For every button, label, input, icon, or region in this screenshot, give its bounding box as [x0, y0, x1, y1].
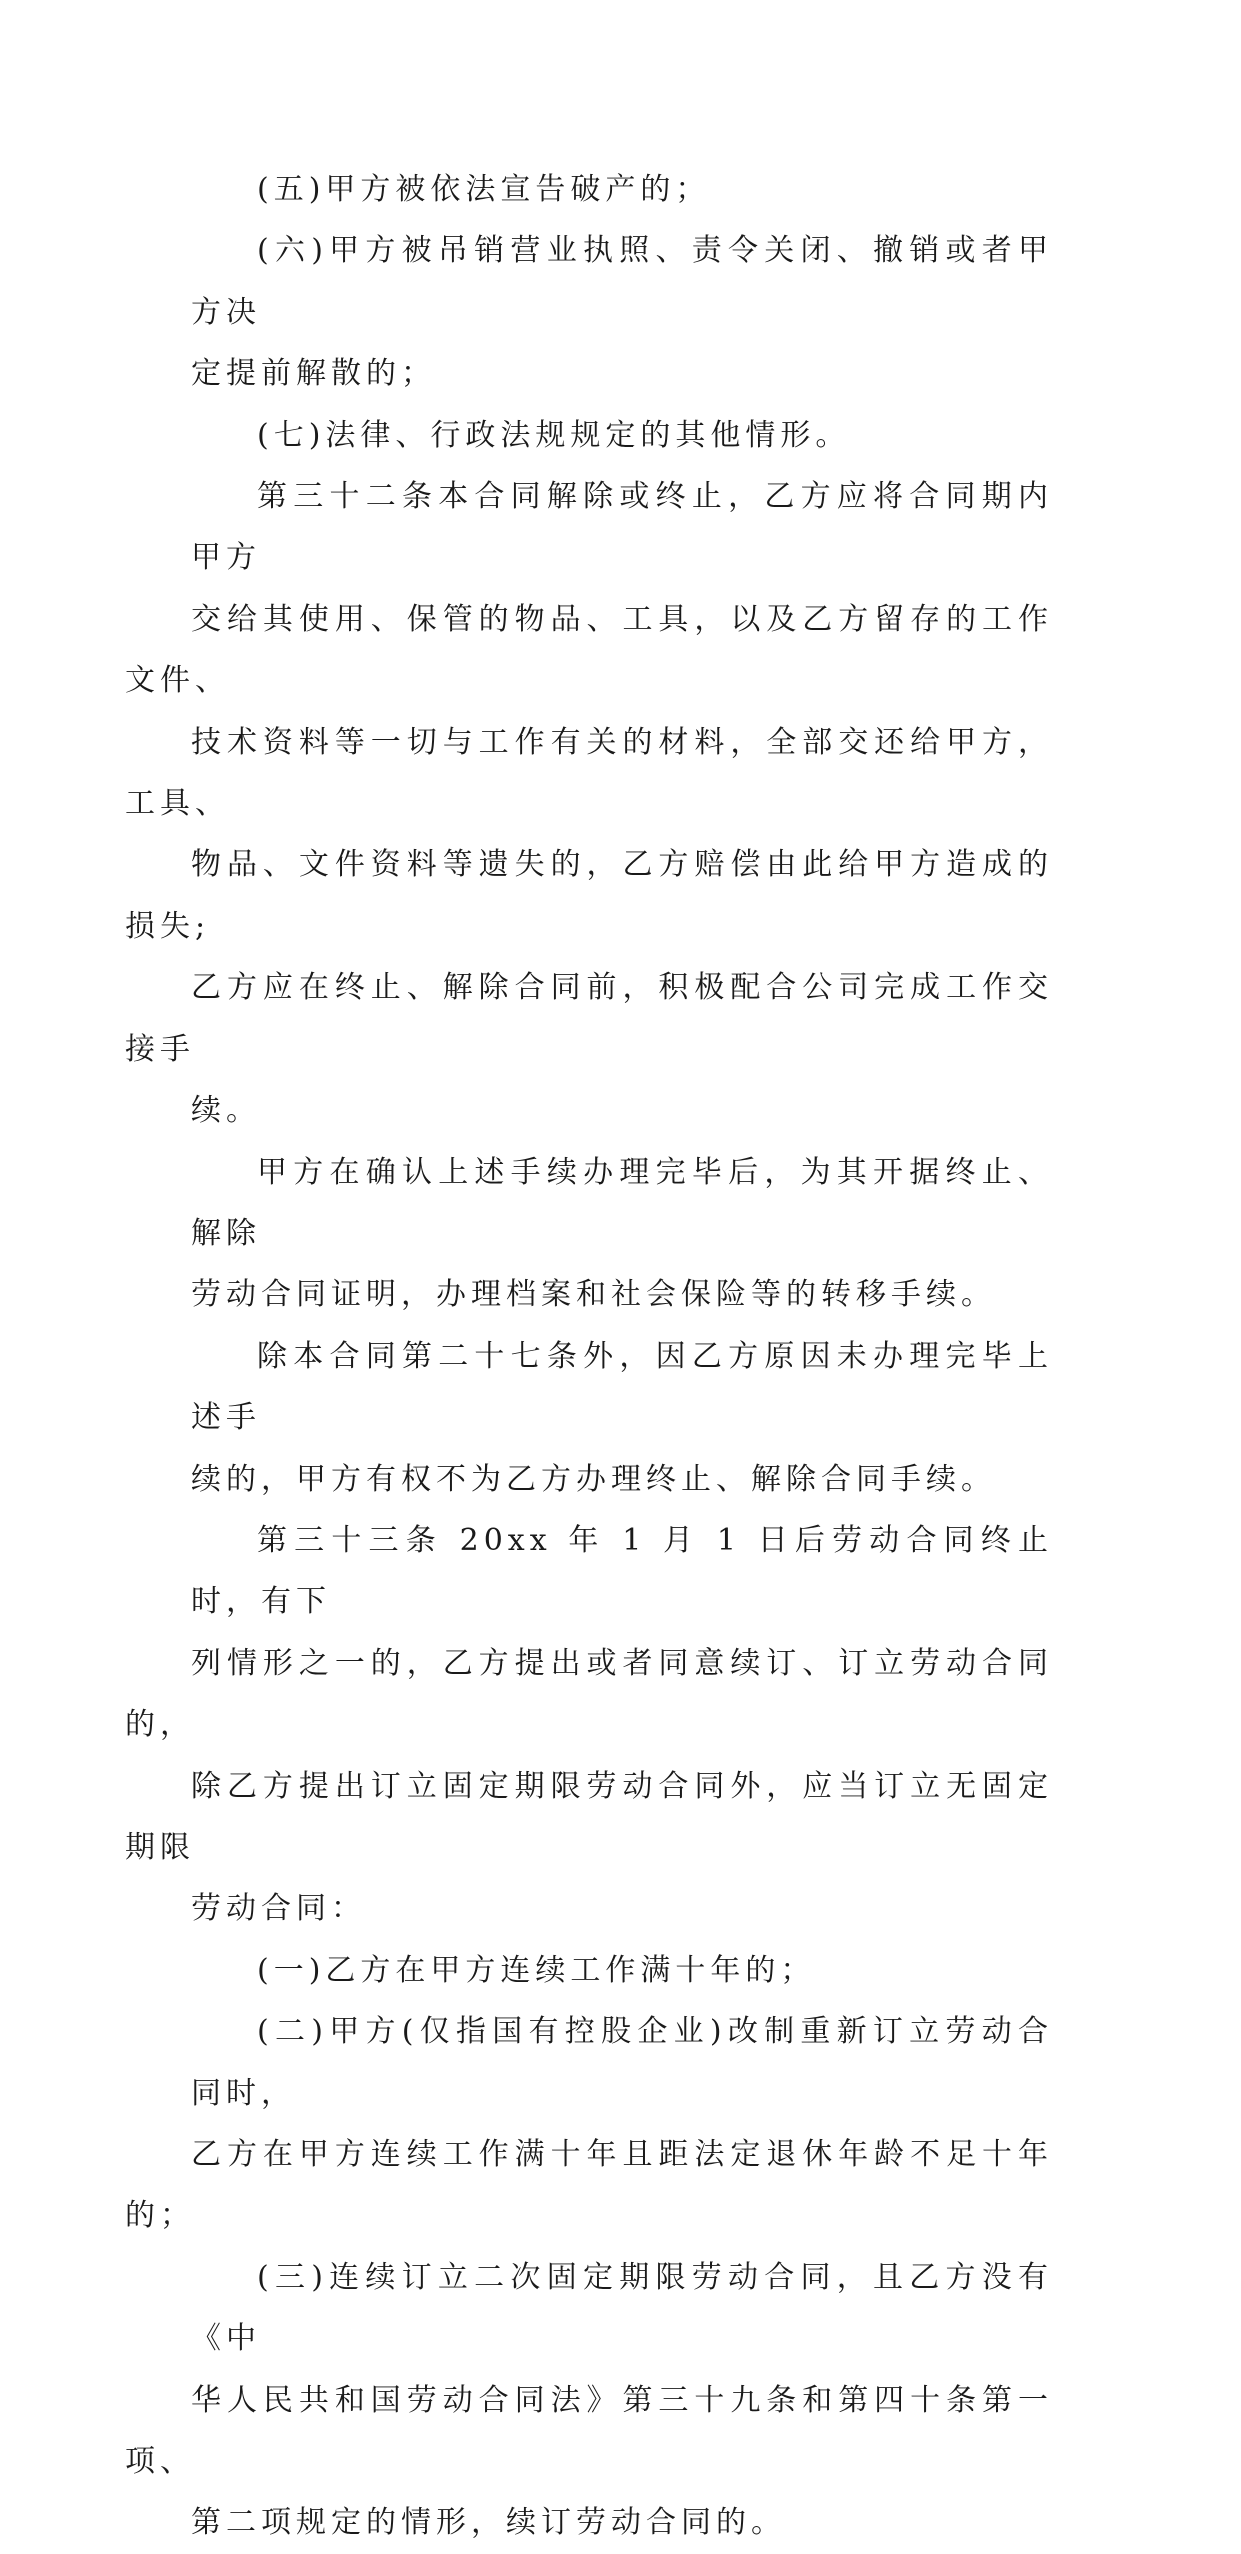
paragraph-clause-5 [191, 159, 1053, 220]
text-line: 技术资料等一切与工作有关的材料，全部交还给甲方，工具、 [125, 724, 1053, 822]
text-line: 交给其使用、保管的物品、工具，以及乙方留存的工作文件、 [125, 601, 1053, 699]
paragraph-clause-6 [191, 220, 1053, 404]
paragraph-condition-2 [125, 2001, 1053, 2247]
text-line: (六)甲方被吊销营业执照、责令关闭、撤销或者甲方决 [191, 233, 1053, 330]
document-body [125, 159, 1053, 2554]
text-line: (一)乙方在甲方连续工作满十年的； [257, 1952, 816, 1988]
text-line: (七)法律、行政法规规定的其他情形。 [257, 417, 851, 453]
text-line: 劳动合同： [191, 1891, 366, 1927]
text-line: 定提前解散的； [191, 356, 436, 392]
text-line: 甲方在确认上述手续办理完毕后，为其开据终止、解除 [191, 1154, 1053, 1251]
text-line: 第二项规定的情形，续订劳动合同的。 [191, 2505, 786, 2541]
text-line: 除乙方提出订立固定期限劳动合同外，应当订立无固定期限 [125, 1768, 1053, 1865]
text-line: 除本合同第二十七条外，因乙方原因未办理完毕上述手 [191, 1338, 1053, 1436]
text-line: 第三十二条本合同解除或终止，乙方应将合同期内甲方 [191, 479, 1053, 576]
text-line: 续。 [191, 1093, 261, 1129]
paragraph-article-32 [125, 466, 1053, 1141]
paragraph-condition-3 [125, 2247, 1053, 2554]
text-line: 乙方应在终止、解除合同前，积极配合公司完成工作交接手 [125, 970, 1053, 1067]
paragraph-clause-7 [191, 405, 1053, 466]
paragraph-condition-1 [191, 1940, 1053, 2001]
paragraph-article-33 [125, 1510, 1053, 1940]
text-line: 乙方在甲方连续工作满十年且距法定退休年龄不足十年的； [125, 2137, 1053, 2234]
paragraph-handover-certificate [191, 1142, 1053, 1326]
text-line: 第三十三条 20xx 年 1 月 1 日后劳动合同终止时，有下 [191, 1522, 1053, 1620]
text-line: (三)连续订立二次固定期限劳动合同，且乙方没有《中 [191, 2259, 1053, 2357]
text-line: 劳动合同证明，办理档案和社会保险等的转移手续。 [191, 1277, 996, 1313]
text-line: 华人民共和国劳动合同法》第三十九条和第四十条第一项、 [125, 2382, 1053, 2480]
text-line: (五)甲方被依法宣告破产的； [257, 172, 711, 207]
text-line: 物品、文件资料等遗失的，乙方赔偿由此给甲方造成的损失; [125, 847, 1053, 944]
paragraph-exception-article-27 [191, 1326, 1053, 1510]
text-line: 续的，甲方有权不为乙方办理终止、解除合同手续。 [191, 1461, 996, 1497]
text-line: (二)甲方(仅指国有控股企业)改制重新订立劳动合同时， [191, 2014, 1053, 2111]
text-line: 列情形之一的，乙方提出或者同意续订、订立劳动合同的， [125, 1645, 1053, 1743]
